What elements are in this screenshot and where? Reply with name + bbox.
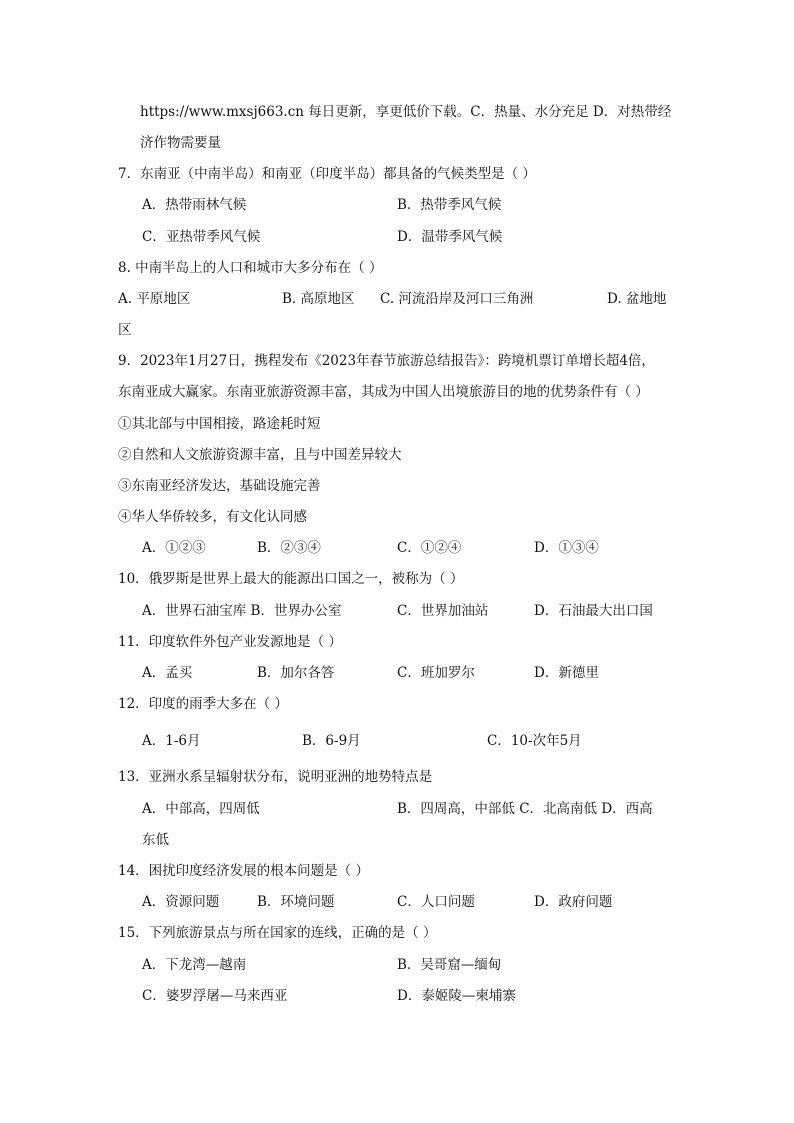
q7-option-b: B．热带季风气候 [397,197,502,213]
q9-option-b: B．②③④ [257,540,321,556]
q8-option-c: C. 河流沿岸及河口三角洲 [380,291,534,307]
q13-option-bcd: B．四周高，中部低 C．北高南低 D．西高 [397,801,653,817]
q7-option-d: D．温带季风气候 [397,229,503,245]
q8-stem: 8. 中南半岛上的人口和城市大多分布在（ ） [118,260,383,276]
q13-wrap: 东低 [142,832,169,848]
q9-stem-line-2: 东南亚成大赢家。东南亚旅游资源丰富，其成为中国人出境旅游目的地的优势条件有（ ） [118,384,649,400]
q9-stem-line-1: 9．2023年1月27日，携程发布《2023年春节旅游总结报告》：跨境机票订单增长超4倍， [118,353,655,369]
q14-option-c: C．人口问题 [397,894,475,910]
q8-option-a: A. 平原地区 [118,291,191,307]
q7-stem: 7．东南亚（中南半岛）和南亚（印度半岛）都具备的气候类型是（ ） [118,166,536,182]
q13-option-a: A．中部高，四周低 [142,801,260,817]
q12-option-c: C．10-次年5月 [487,733,582,749]
q9-option-a: A．①②③ [142,540,206,556]
q8-option-d: D. 盆地地 [607,291,667,307]
q10-stem: 10．俄罗斯是世界上最大的能源出口国之一，被称为（ ） [118,571,464,587]
q9-statement-1: ①其北部与中国相接，路途耗时短 [118,416,321,432]
q10-option-d: D．石油最大出口国 [534,603,653,619]
q9-statement-3: ③东南亚经济发达，基础设施完善 [118,478,321,494]
q13-stem: 13．亚洲水系呈辐射状分布，说明亚洲的地势特点是 [118,769,433,785]
q11-option-d: D．新德里 [534,665,599,681]
q15-option-c: C．婆罗浮屠—马来西亚 [142,988,288,1004]
q8-wrap: 区 [118,322,132,338]
q15-stem: 15．下列旅游景点与所在国家的连线，正确的是（ ） [118,925,437,941]
q7-option-a: A．热带雨林气候 [142,197,247,213]
q14-option-a: A．资源问题 [142,894,220,910]
q10-option-ab: A．世界石油宝库 B．世界办公室 [142,603,342,619]
q15-option-d: D．泰姬陵—柬埔寨 [397,988,516,1004]
q14-stem: 14．困扰印度经济发展的根本问题是（ ） [118,863,369,879]
q7-option-c: C．亚热带季风气候 [142,229,261,245]
q11-option-a: A．孟买 [142,665,193,681]
q12-stem: 12．印度的雨季大多在（ ） [118,696,288,712]
q15-option-b: B．吴哥窟—缅甸 [397,957,502,973]
q15-option-a: A．下龙湾—越南 [142,957,247,973]
q8-option-b: B. 高原地区 [282,291,355,307]
q14-option-b: B．环境问题 [257,894,335,910]
q9-option-c: C．①②④ [397,540,462,556]
q9-option-d: D．①③④ [534,540,599,556]
q11-option-b: B．加尔各答 [257,665,335,681]
q14-option-d: D．政府问题 [534,894,613,910]
q9-statement-2: ②自然和人文旅游资源丰富，且与中国差异较大 [118,447,402,463]
q9-statement-4: ④华人华侨较多，有文化认同感 [118,509,307,525]
q12-option-a: A．1-6月 [142,733,201,749]
q6-continuation-line: https://www.mxsj663.cn 每日更新，享更低价下载。C．热量、水分充足 D．对热带经 [140,104,672,120]
q11-stem: 11．印度软件外包产业发源地是（ ） [118,634,342,650]
q12-option-b: B．6-9月 [302,733,361,749]
q6-continuation-line-2: 济作物需要量 [140,135,221,151]
q11-option-c: C．班加罗尔 [397,665,475,681]
q10-option-c: C．世界加油站 [397,603,489,619]
